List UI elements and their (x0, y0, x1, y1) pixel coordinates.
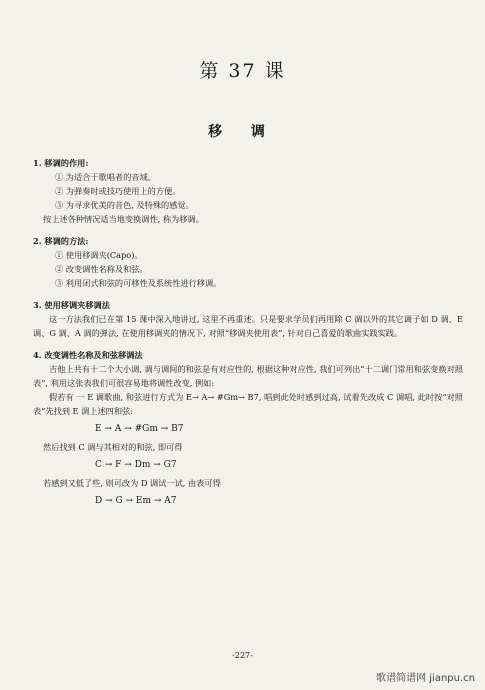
list-item: ③ 为寻求优美的音色, 及特殊的感觉。 (55, 200, 194, 210)
list-item: ③ 利用闭式和弦的可移性及系统性进行移调。 (55, 278, 222, 288)
section-title: 移 调 (208, 124, 277, 140)
list-item: ① 使用移调夹(Capo)。 (55, 250, 143, 260)
paragraph: 吉他上共有十二个大小调, 调与调间的和弦是有对应性的, 根据这种对应性, 我们可列出“十二调门常用和弦变换对照表”, 利用这张表我们可很容易地将调性改变, 例如: (33, 364, 463, 388)
chord-progression-e: E → A → #Gm → B7 (95, 424, 184, 434)
list-item: ② 改变调性名称及和弦。 (55, 264, 148, 274)
page-number: -227- (232, 651, 253, 660)
heading-3: 3. 使用移调夹移调法 (33, 300, 110, 310)
paragraph: 这一方法我们已在第 15 课中深入地讲过, 这里不再重述。只是要求学员们再用除 C 调以外的其它调子如 D 调、E 调、G 调、A 调的弹法, 在使用移调夹的情况下, 对照“移调夹使用表”, 针对自己喜爱的歌曲实践实践。 (33, 314, 463, 338)
chord-progression-d: D → G → Em → A7 (95, 496, 177, 506)
example-intro: 假若有 一 E 调歌曲, 和弦进行方式为 E→ A→ #Gm→ B7, 唱到此处时感到过高, 试着先改成 C 调唱, 此时按“对照表”先找到 E 调上述四和弦: (33, 392, 463, 416)
watermark: 歌谱简谱网 jianpu.cn (376, 673, 475, 684)
body-text (33, 156, 463, 512)
heading-4: 4. 改变调性名称及和弦移调法 (33, 350, 143, 360)
chord-progression-c: C → F → Dm → G7 (95, 460, 177, 470)
list-item: ① 为适合于歌唱者的音域。 (55, 172, 156, 182)
step-text: 若感到又低了些, 则可改为 D 调试一试, 由表可得 (43, 478, 221, 488)
step-text: 然后找到 C 调与其相对的和弦, 即可得 (43, 442, 183, 452)
lesson-title: 第 37 课 (199, 60, 286, 82)
summary-text: 按上述各种情况适当地变换调性, 称为移调。 (43, 214, 204, 224)
heading-1: 1. 移调的作用: (33, 158, 89, 168)
list-item: ② 为弹奏时或技巧使用上的方便。 (55, 186, 181, 196)
heading-2: 2. 移调的方法: (33, 236, 89, 246)
